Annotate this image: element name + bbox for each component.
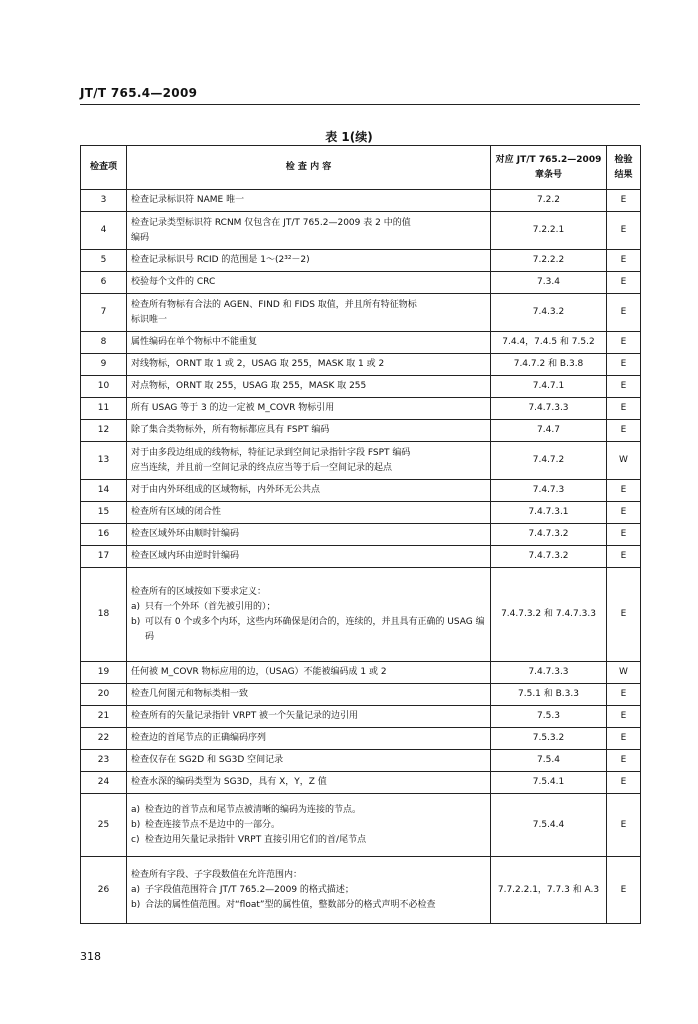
row-number: 26 (81, 857, 127, 924)
table-row (81, 354, 641, 376)
row-number: 17 (81, 546, 127, 568)
content-line: 检查所有区域的闭合性 (131, 507, 222, 517)
table-row (81, 250, 641, 272)
content-line: 检查记录标识符 NAME 唯一 (131, 195, 245, 205)
row-number: 19 (81, 662, 127, 684)
row-standard-clause: 7.5.3.2 (491, 728, 607, 750)
row-number: 7 (81, 294, 127, 332)
row-content (127, 332, 491, 354)
row-content (127, 546, 491, 568)
row-number: 10 (81, 376, 127, 398)
content-line: 对于由内外环组成的区域物标，内外环无公共点 (131, 485, 321, 495)
table-row (81, 706, 641, 728)
row-standard-clause: 7.4.7.2 和 B.3.8 (491, 354, 607, 376)
table-row (81, 794, 641, 857)
row-result: E (607, 294, 641, 332)
row-standard-clause: 7.4.7.3.3 (491, 662, 607, 684)
row-content (127, 212, 491, 250)
content-line: 对线物标，ORNT 取 1 或 2，USAG 取 255，MASK 取 1 或 2 (131, 359, 385, 369)
table-row (81, 546, 641, 568)
row-standard-clause: 7.2.2 (491, 190, 607, 212)
row-standard-clause: 7.4.7.3.2 (491, 546, 607, 568)
list-text: 可以有 0 个或多个内环，这些内环确保是闭合的，连续的，并且具有正确的 USAG 编码 (145, 616, 485, 642)
content-list-item (131, 883, 486, 898)
content-line: 检查所有的区域按如下要求定义： (131, 586, 267, 597)
row-standard-clause: 7.7.2.2.1，7.7.3 和 A.3 (491, 857, 607, 924)
row-content (127, 398, 491, 420)
content-line: 检查区域外环由顺时针编码 (131, 529, 240, 539)
inspection-table (80, 145, 641, 924)
row-standard-clause: 7.2.2.2 (491, 250, 607, 272)
row-result: E (607, 354, 641, 376)
document-code-header: JT/T 765.4—2009 (80, 86, 198, 100)
row-result: E (607, 750, 641, 772)
row-result: W (607, 662, 641, 684)
row-number: 11 (81, 398, 127, 420)
content-line: 检查仅存在 SG2D 和 SG3D 空间记录 (131, 755, 284, 765)
table-row (81, 568, 641, 662)
table-row (81, 442, 641, 480)
row-number: 24 (81, 772, 127, 794)
content-line: 应当连续，并且前一空间记录的终点应当等于后一空间记录的起点 (131, 462, 393, 473)
row-content (127, 750, 491, 772)
content-line: 除了集合类物标外，所有物标都应具有 FSPT 编码 (131, 425, 330, 435)
row-standard-clause: 7.5.4 (491, 750, 607, 772)
content-list-item (131, 898, 486, 913)
table-row (81, 212, 641, 250)
list-marker: a) (131, 601, 141, 612)
row-result: E (607, 684, 641, 706)
content-list-item (131, 615, 486, 645)
row-number: 14 (81, 480, 127, 502)
row-content (127, 568, 491, 662)
row-result: E (607, 706, 641, 728)
list-marker: b) (131, 616, 141, 627)
table-row (81, 332, 641, 354)
table-row (81, 272, 641, 294)
content-line: 检查所有物标有合法的 AGEN、FIND 和 FIDS 取值，并且所有特征物标 (131, 299, 417, 310)
table-row (81, 398, 641, 420)
content-line: 检查记录标识号 RCID 的范围是 1～(2³²－2) (131, 255, 310, 265)
content-line: 标识唯一 (131, 314, 168, 325)
header-std (491, 146, 607, 190)
row-number: 20 (81, 684, 127, 706)
list-marker: b) (131, 819, 141, 830)
row-content (127, 502, 491, 524)
header-result: 检验结果 (607, 146, 641, 190)
table-row (81, 376, 641, 398)
table-row (81, 750, 641, 772)
row-content (127, 190, 491, 212)
list-text: 检查连接节点不是边中的一部分。 (145, 819, 281, 830)
row-result: E (607, 857, 641, 924)
row-result: E (607, 250, 641, 272)
row-standard-clause: 7.4.7 (491, 420, 607, 442)
row-number: 22 (81, 728, 127, 750)
list-text: 只有一个外环（首先被引用的）； (145, 601, 276, 612)
content-line: 校验每个文件的 CRC (131, 277, 216, 287)
row-standard-clause: 7.4.4，7.4.5 和 7.5.2 (491, 332, 607, 354)
header-num: 检查项 (81, 146, 127, 190)
row-result: E (607, 212, 641, 250)
row-number: 15 (81, 502, 127, 524)
table-header-row (81, 146, 641, 190)
table-caption: 表 1(续) (325, 130, 373, 144)
row-result: E (607, 728, 641, 750)
table-row (81, 728, 641, 750)
row-standard-clause: 7.5.4.4 (491, 794, 607, 857)
row-content (127, 794, 491, 857)
row-result: E (607, 480, 641, 502)
row-standard-clause: 7.5.1 和 B.3.3 (491, 684, 607, 706)
row-standard-clause: 7.2.2.1 (491, 212, 607, 250)
row-number: 4 (81, 212, 127, 250)
row-content (127, 442, 491, 480)
table-row (81, 294, 641, 332)
row-content (127, 857, 491, 924)
row-content (127, 376, 491, 398)
row-number: 12 (81, 420, 127, 442)
row-content (127, 524, 491, 546)
content-list-item (131, 833, 486, 848)
row-standard-clause: 7.3.4 (491, 272, 607, 294)
table-body (81, 190, 641, 924)
table-row (81, 420, 641, 442)
table-row (81, 662, 641, 684)
content-line: 检查水深的编码类型为 SG3D，具有 X，Y，Z 值 (131, 777, 327, 787)
row-result: E (607, 794, 641, 857)
content-line: 检查记录类型标识符 RCNM 仅包含在 JT/T 765.2—2009 表 2 中的值 (131, 217, 411, 228)
row-standard-clause: 7.4.7.2 (491, 442, 607, 480)
table-row (81, 480, 641, 502)
row-number: 25 (81, 794, 127, 857)
row-result: E (607, 376, 641, 398)
content-line: 检查所有字段、子字段数值在允许范围内： (131, 869, 303, 880)
row-number: 16 (81, 524, 127, 546)
row-standard-clause: 7.5.3 (491, 706, 607, 728)
list-text: 检查边的首节点和尾节点被清晰的编码为连接的节点。 (145, 804, 362, 815)
row-standard-clause: 7.4.7.3.3 (491, 398, 607, 420)
row-content (127, 706, 491, 728)
row-number: 18 (81, 568, 127, 662)
row-standard-clause: 7.4.3.2 (491, 294, 607, 332)
row-number: 13 (81, 442, 127, 480)
content-line: 所有 USAG 等于 3 的边一定被 M_COVR 物标引用 (131, 403, 335, 413)
row-standard-clause: 7.4.7.1 (491, 376, 607, 398)
row-content (127, 480, 491, 502)
content-list-item (131, 818, 486, 833)
header-content: 检 查 内 容 (127, 146, 491, 190)
list-marker: a) (131, 884, 141, 895)
row-content (127, 250, 491, 272)
content-line: 检查边的首尾节点的正确编码序列 (131, 733, 267, 743)
row-result: E (607, 546, 641, 568)
row-number: 23 (81, 750, 127, 772)
list-marker: c) (131, 834, 140, 845)
page-number: 318 (80, 950, 101, 963)
row-result: E (607, 398, 641, 420)
row-content (127, 272, 491, 294)
row-result: E (607, 272, 641, 294)
list-text: 合法的属性值范围。对“float”型的属性值，整数部分的格式声明不必检查 (145, 899, 436, 910)
content-line: 编码 (131, 232, 150, 243)
table-row (81, 772, 641, 794)
row-result: E (607, 772, 641, 794)
row-standard-clause: 7.5.4.1 (491, 772, 607, 794)
content-line: 对于由多段边组成的线物标，特征记录到空间记录指针字段 FSPT 编码 (131, 447, 411, 458)
row-content (127, 662, 491, 684)
header-rule (80, 104, 640, 105)
row-number: 5 (81, 250, 127, 272)
row-result: E (607, 190, 641, 212)
row-standard-clause: 7.4.7.3.2 (491, 524, 607, 546)
row-number: 21 (81, 706, 127, 728)
header-std-line1: 对应 JT/T 765.2—2009 (495, 154, 602, 165)
row-number: 9 (81, 354, 127, 376)
row-number: 3 (81, 190, 127, 212)
row-content (127, 420, 491, 442)
content-list-item (131, 803, 486, 818)
row-result: E (607, 524, 641, 546)
content-line: 属性编码在单个物标中不能重复 (131, 337, 258, 347)
content-line: 对点物标，ORNT 取 255，USAG 取 255，MASK 取 255 (131, 381, 367, 391)
content-line: 检查所有的矢量记录指针 VRPT 被一个矢量记录的边引用 (131, 711, 359, 721)
row-content (127, 728, 491, 750)
row-standard-clause: 7.4.7.3 (491, 480, 607, 502)
row-result: W (607, 442, 641, 480)
table-row (81, 524, 641, 546)
table-row (81, 502, 641, 524)
table-row (81, 684, 641, 706)
row-result: E (607, 502, 641, 524)
list-marker: b) (131, 899, 141, 910)
row-result: E (607, 420, 641, 442)
table-row (81, 190, 641, 212)
header-std-line2: 章条号 (534, 169, 562, 180)
row-content (127, 354, 491, 376)
row-standard-clause: 7.4.7.3.2 和 7.4.7.3.3 (491, 568, 607, 662)
row-result: E (607, 332, 641, 354)
list-text: 子字段值范围符合 JT/T 765.2—2009 的格式描述； (145, 884, 354, 895)
row-result: E (607, 568, 641, 662)
content-line: 检查几何图元和物标类相一致 (131, 689, 249, 699)
content-line: 任何被 M_COVR 物标应用的边，（USAG）不能被编码成 1 或 2 (131, 667, 387, 677)
row-standard-clause: 7.4.7.3.1 (491, 502, 607, 524)
list-text: 检查边用矢量记录指针 VRPT 直接引用它们的首/尾节点 (145, 834, 367, 845)
content-line: 检查区域内环由逆时针编码 (131, 551, 240, 561)
row-number: 8 (81, 332, 127, 354)
row-content (127, 684, 491, 706)
row-content (127, 772, 491, 794)
row-number: 6 (81, 272, 127, 294)
row-content (127, 294, 491, 332)
table-row (81, 857, 641, 924)
content-list-item (131, 600, 486, 615)
list-marker: a) (131, 804, 141, 815)
